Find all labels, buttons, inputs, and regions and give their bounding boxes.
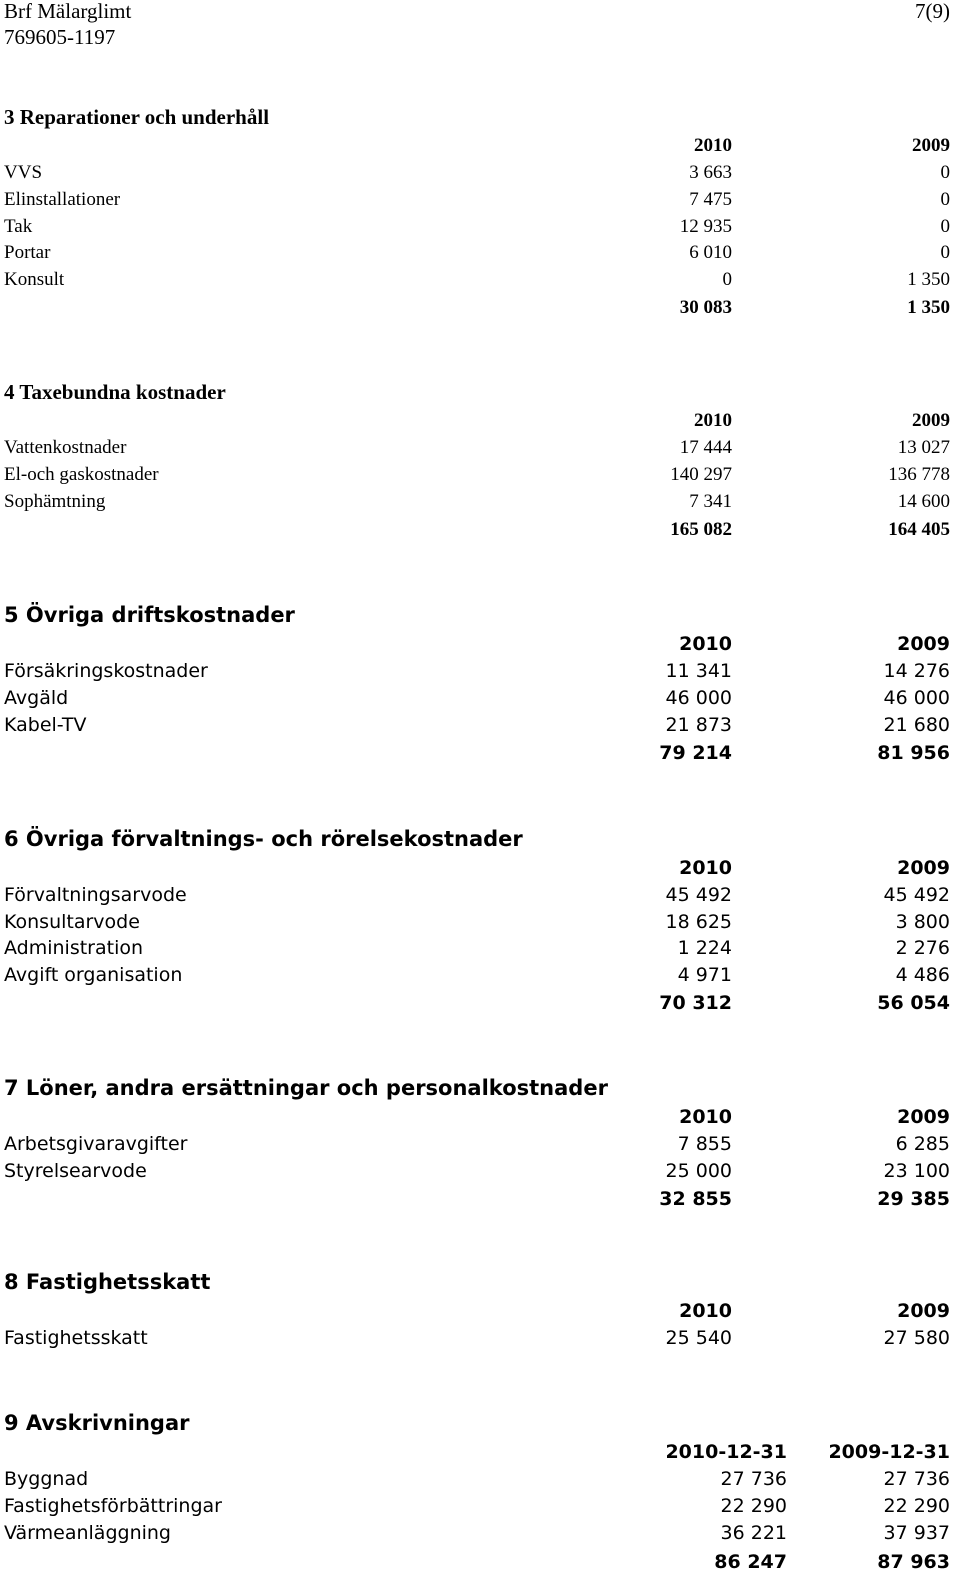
row-value-2010: 3 663 bbox=[689, 162, 732, 183]
row-value-2009: 22 290 bbox=[883, 1495, 950, 1517]
total-2009: 29 385 bbox=[877, 1188, 950, 1210]
row-value-2009: 3 800 bbox=[895, 911, 950, 933]
row-label: Vattenkostnader bbox=[4, 437, 127, 458]
row-value-2009: 27 736 bbox=[883, 1468, 950, 1490]
row-label: Styrelsearvode bbox=[4, 1160, 147, 1182]
row-value-2009: 0 bbox=[940, 242, 950, 263]
column-header-2009: 2009 bbox=[897, 1106, 950, 1128]
row-label: Fastighetsförbättringar bbox=[4, 1495, 222, 1517]
column-header-2009-12-31: 2009-12-31 bbox=[828, 1441, 950, 1463]
row-value-2009: 21 680 bbox=[883, 714, 950, 736]
row-label: Värmeanläggning bbox=[4, 1522, 171, 1544]
row-value-2010: 7 855 bbox=[677, 1133, 732, 1155]
row-value-2010: 18 625 bbox=[665, 911, 732, 933]
total-2010: 70 312 bbox=[659, 992, 732, 1014]
row-value-2009: 27 580 bbox=[883, 1327, 950, 1349]
row-value-2010: 7 475 bbox=[689, 189, 732, 210]
row-label: Förvaltningsarvode bbox=[4, 884, 187, 906]
section-title: 4 Taxebundna kostnader bbox=[4, 380, 226, 404]
row-value-2009: 0 bbox=[940, 216, 950, 237]
row-value-2009: 0 bbox=[940, 162, 950, 183]
row-value-2010: 6 010 bbox=[689, 242, 732, 263]
row-value-2010: 21 873 bbox=[665, 714, 732, 736]
row-value-2010: 46 000 bbox=[665, 687, 732, 709]
row-label: Avgäld bbox=[4, 687, 69, 709]
row-label: Kabel-TV bbox=[4, 714, 87, 736]
section-title: 5 Övriga driftskostnader bbox=[4, 603, 295, 627]
column-header-2009: 2009 bbox=[897, 1300, 950, 1322]
row-value-2010: 12 935 bbox=[679, 216, 732, 237]
row-value-2009: 37 937 bbox=[883, 1522, 950, 1544]
column-header-2010: 2010 bbox=[679, 857, 732, 879]
row-value-2009: 45 492 bbox=[883, 884, 950, 906]
total-2009: 87 963 bbox=[877, 1551, 950, 1573]
row-value-2009: 0 bbox=[940, 189, 950, 210]
column-header-2009: 2009 bbox=[897, 857, 950, 879]
row-label: VVS bbox=[4, 162, 43, 183]
row-value-2009: 4 486 bbox=[895, 964, 950, 986]
organization-name: Brf Mälarglimt bbox=[4, 0, 132, 23]
row-value-2009: 14 600 bbox=[897, 491, 950, 512]
row-value-2010: 7 341 bbox=[689, 491, 732, 512]
row-label: Fastighetsskatt bbox=[4, 1327, 148, 1349]
column-header-2010: 2010 bbox=[679, 1106, 732, 1128]
total-2010: 79 214 bbox=[659, 742, 732, 764]
page-number: 7(9) bbox=[915, 0, 950, 23]
section-title: 9 Avskrivningar bbox=[4, 1411, 190, 1435]
total-2009: 56 054 bbox=[877, 992, 950, 1014]
total-2009: 164 405 bbox=[888, 519, 950, 540]
column-header-2009: 2009 bbox=[897, 633, 950, 655]
total-2010: 86 247 bbox=[714, 1551, 787, 1573]
row-label: Byggnad bbox=[4, 1468, 89, 1490]
row-value-2010: 36 221 bbox=[720, 1522, 787, 1544]
section-title: 6 Övriga förvaltnings- och rörelsekostnader bbox=[4, 827, 523, 851]
row-label: El-och gaskostnader bbox=[4, 464, 159, 485]
row-value-2010: 22 290 bbox=[720, 1495, 787, 1517]
column-header-2010: 2010 bbox=[694, 410, 732, 431]
row-value-2009: 136 778 bbox=[888, 464, 950, 485]
row-value-2009: 13 027 bbox=[897, 437, 950, 458]
section-title: 3 Reparationer och underhåll bbox=[4, 105, 270, 129]
row-value-2009: 46 000 bbox=[883, 687, 950, 709]
row-value-2010: 11 341 bbox=[665, 660, 732, 682]
row-label: Tak bbox=[4, 216, 33, 237]
row-label: Administration bbox=[4, 937, 144, 959]
row-value-2009: 14 276 bbox=[883, 660, 950, 682]
column-header-2009: 2009 bbox=[912, 135, 950, 156]
row-label: Avgift organisation bbox=[4, 964, 183, 986]
row-value-2010: 25 000 bbox=[665, 1160, 732, 1182]
row-label: Försäkringskostnader bbox=[4, 660, 208, 682]
row-value-2009: 6 285 bbox=[895, 1133, 950, 1155]
total-2010: 165 082 bbox=[670, 519, 732, 540]
row-label: Sophämtning bbox=[4, 491, 106, 512]
row-value-2009: 23 100 bbox=[883, 1160, 950, 1182]
column-header-2010: 2010 bbox=[679, 633, 732, 655]
row-label: Konsultarvode bbox=[4, 911, 140, 933]
row-value-2009: 2 276 bbox=[895, 937, 950, 959]
row-value-2010: 25 540 bbox=[665, 1327, 732, 1349]
total-2010: 30 083 bbox=[679, 297, 732, 318]
total-2009: 1 350 bbox=[907, 297, 950, 318]
section-title: 7 Löner, andra ersättningar och personalkostnader bbox=[4, 1076, 608, 1100]
row-value-2010: 140 297 bbox=[670, 464, 732, 485]
row-value-2010: 1 224 bbox=[677, 937, 732, 959]
row-label: Elinstallationer bbox=[4, 189, 121, 210]
column-header-2009: 2009 bbox=[912, 410, 950, 431]
column-header-2010-12-31: 2010-12-31 bbox=[665, 1441, 787, 1463]
column-header-2010: 2010 bbox=[694, 135, 732, 156]
organization-number: 769605-1197 bbox=[4, 25, 116, 49]
row-value-2009: 1 350 bbox=[907, 269, 950, 290]
section-title: 8 Fastighetsskatt bbox=[4, 1270, 211, 1294]
total-2009: 81 956 bbox=[877, 742, 950, 764]
row-value-2010: 27 736 bbox=[720, 1468, 787, 1490]
total-2010: 32 855 bbox=[659, 1188, 732, 1210]
row-value-2010: 4 971 bbox=[677, 964, 732, 986]
row-value-2010: 17 444 bbox=[679, 437, 732, 458]
row-label: Arbetsgivaravgifter bbox=[4, 1133, 188, 1155]
row-value-2010: 45 492 bbox=[665, 884, 732, 906]
column-header-2010: 2010 bbox=[679, 1300, 732, 1322]
row-label: Portar bbox=[4, 242, 51, 263]
row-value-2010: 0 bbox=[722, 269, 732, 290]
row-label: Konsult bbox=[4, 269, 65, 290]
